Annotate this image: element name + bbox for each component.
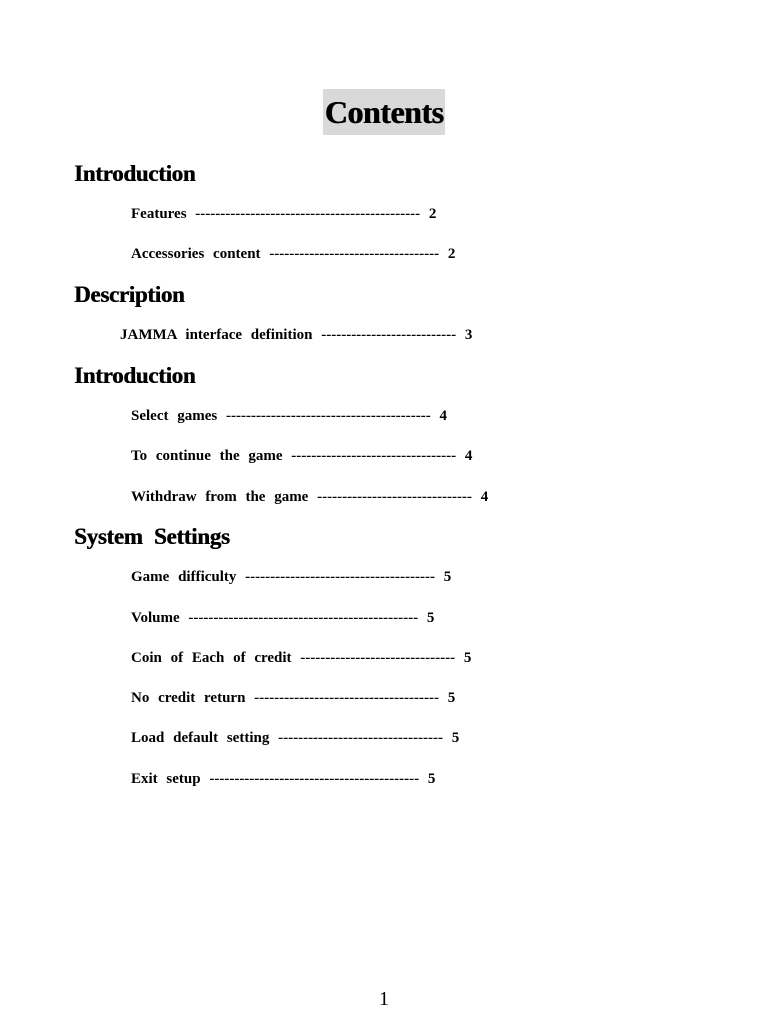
toc-page-number: 5 [443,569,452,585]
toc-leader: ------------------------------- [317,489,472,505]
toc-entry[interactable] [131,204,436,224]
toc-entry[interactable] [131,608,434,628]
toc-page-number: 5 [463,650,472,666]
toc-leader: --------------------------------- [291,448,457,464]
section-heading-introduction-2: Introduction [74,363,196,388]
toc-entry[interactable] [131,728,459,748]
toc-entry-label: Features [131,206,187,222]
toc-entry-label: Load default setting [131,730,270,746]
toc-entry-label: No credit return [131,690,246,706]
toc-entry-label: Game difficulty [131,569,237,585]
toc-page-number: 5 [447,690,456,706]
toc-entry-label: Exit setup [131,771,201,787]
section-heading-system-settings: System Settings [74,524,230,549]
toc-page-number: 2 [428,206,437,222]
toc-entry-label: Select games [131,408,218,424]
toc-entry-label: Coin of Each of credit [131,650,292,666]
toc-entry-label: To continue the game [131,448,283,464]
contents-title-wrap [0,89,768,135]
toc-leader: ---------------------------------------------- [188,610,419,626]
toc-entry-label: JAMMA interface definition [120,327,313,343]
toc-page-number: 4 [439,408,448,424]
toc-entry[interactable] [131,406,447,426]
toc-leader: ------------------------------------------ [209,771,420,787]
toc-entry-label: Withdraw from the game [131,489,309,505]
toc-entry[interactable] [131,688,455,708]
toc-leader: --------------------------------------------- [195,206,421,222]
toc-leader: ------------------------------- [300,650,456,666]
section-heading-introduction: Introduction [74,161,196,186]
toc-entry-label: Volume [131,610,180,626]
section-heading-description: Description [74,282,185,307]
toc-page-number: 5 [426,610,435,626]
toc-entry[interactable] [131,567,451,587]
toc-leader: --------------------------- [321,327,457,343]
footer-page-number: 1 [379,988,389,1010]
toc-page-number: 4 [464,448,473,464]
toc-entry[interactable] [131,244,455,264]
toc-leader: ------------------------------------- [254,690,439,706]
toc-entry[interactable] [131,769,435,789]
toc-page-number: 3 [464,327,473,343]
toc-page-number: 4 [480,489,489,505]
toc-entry[interactable] [131,487,488,507]
toc-page-number: 2 [447,246,456,262]
toc-entry[interactable] [120,325,472,345]
toc-leader: -------------------------------------- [245,569,435,585]
toc-leader: ----------------------------------------- [225,408,431,424]
toc-leader: ---------------------------------- [269,246,440,262]
toc-entry[interactable] [131,446,472,466]
toc-leader: --------------------------------- [278,730,443,746]
toc-page-number: 5 [451,730,460,746]
toc-entry[interactable] [131,648,471,668]
toc-entry-label: Accessories content [131,246,261,262]
toc-page-number: 5 [427,771,436,787]
page-title: Contents [323,89,446,135]
